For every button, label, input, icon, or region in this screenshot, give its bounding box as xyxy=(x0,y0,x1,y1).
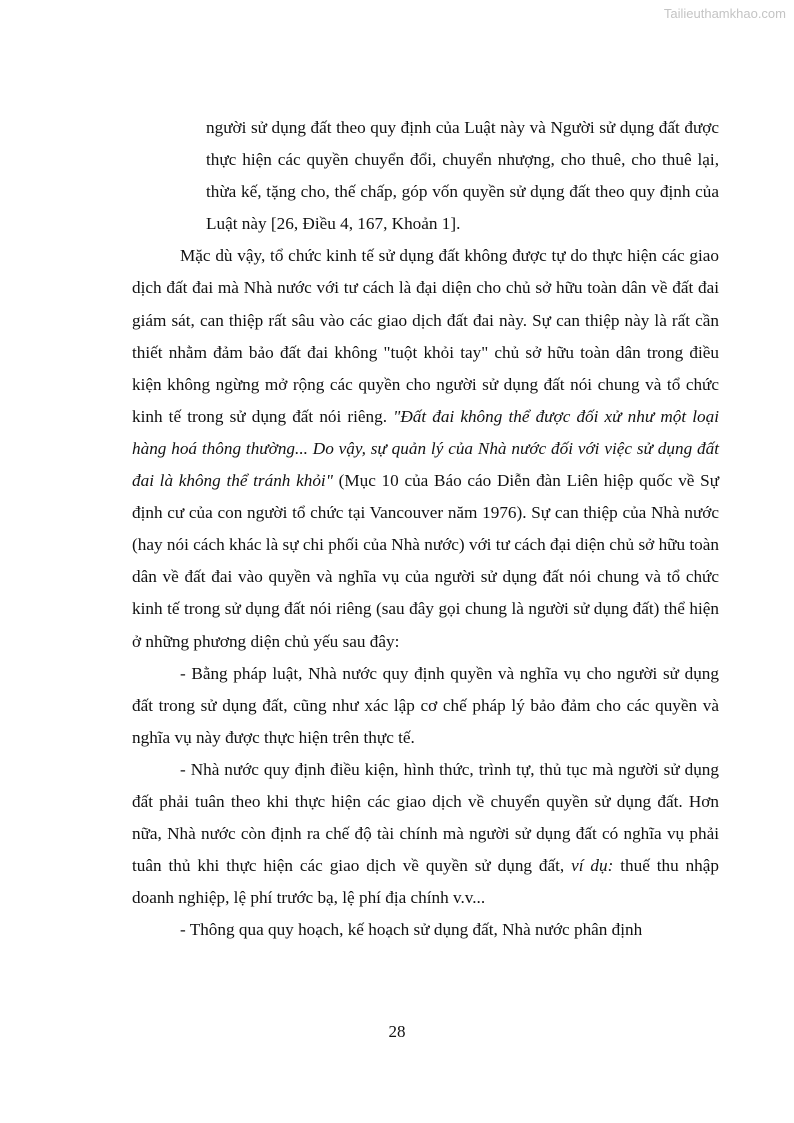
paragraph-text: - Nhà nước quy định điều kiện, hình thức, trình tự, thủ tục mà người sử dụng đất phải tuân theo khi thực hiện các giao dịch về chuyển quyền sử dụng đất. Hơn nữa, Nhà nước còn định ra chế độ tài chính mà người sử dụng đất có nghĩa vụ phải tuân thủ khi thực hiện các giao dịch về quyền sử dụng đất, xyxy=(132,759,719,876)
paragraph-text: Mặc dù vậy, tổ chức kinh tế sử dụng đất không được tự do thực hiện các giao dịch đất đai mà Nhà nước với tư cách là đại diện cho chủ sở hữu toàn dân về đất đai giám sát, can thiệp rất sâu vào các giao dịch đất đai này. Sự can thiệp này là rất cần thiết nhằm đảm bảo đất đai không "tuột khỏi tay" chủ sở hữu toàn dân trong điều kiện không ngừng mở rộng các quyền cho người sử dụng đất nói chung và tổ chức kinh tế trong sử dụng đất nói riêng. xyxy=(132,246,719,426)
document-body xyxy=(132,112,719,946)
watermark-text: Tailieuthamkhao.com xyxy=(663,6,786,21)
bullet-paragraph: - Thông qua quy hoạch, kế hoạch sử dụng đất, Nhà nước phân định xyxy=(180,920,643,940)
italic-example-label: ví dụ: xyxy=(571,856,614,876)
italic-quote: "Đất đai không thể được đối xử như một loại hàng hoá thông thường... Do vậy, sự quản lý của Nhà nước đối với việc sử dụng đất đai là không thể tránh khỏi" xyxy=(132,406,719,491)
paragraph-text: (Mục 10 của Báo cáo Diễn đàn Liên hiệp quốc về Sự định cư của con người tổ chức tại Vancouver năm 1976). Sự can thiệp của Nhà nước (hay nói cách khác là sự chi phối của Nhà nước) với tư cách đại diện chủ sở hữu toàn dân về đất đai vào quyền và nghĩa vụ của người sử dụng đất nói chung và tổ chức kinh tế trong sử dụng đất nói riêng (sau đây gọi chung là người sử dụng đất) thể hiện ở những phương diện chủ yếu sau đây: xyxy=(132,471,720,651)
quoted-law-paragraph: người sử dụng đất theo quy định của Luật này và Người sử dụng đất được thực hiện các quyền chuyển đổi, chuyển nhượng, cho thuê, cho thuê lại, thừa kế, tặng cho, thế chấp, góp vốn quyền sử dụng đất theo quy định của Luật này [26, Điều 4, 167, Khoản 1]. xyxy=(206,118,719,234)
body-paragraph xyxy=(132,240,719,657)
bullet-paragraph xyxy=(132,754,719,914)
page-number: 28 xyxy=(388,1022,406,1041)
paragraph-text: thuế thu nhập doanh nghiệp, lệ phí trước bạ, lệ phí địa chính v.v... xyxy=(132,856,719,908)
bullet-paragraph: - Bằng pháp luật, Nhà nước quy định quyền và nghĩa vụ cho người sử dụng đất trong sử dụng đất, cũng như xác lập cơ chế pháp lý bảo đảm cho các quyền và nghĩa vụ này được thực hiện trên thực tế. xyxy=(132,663,719,747)
